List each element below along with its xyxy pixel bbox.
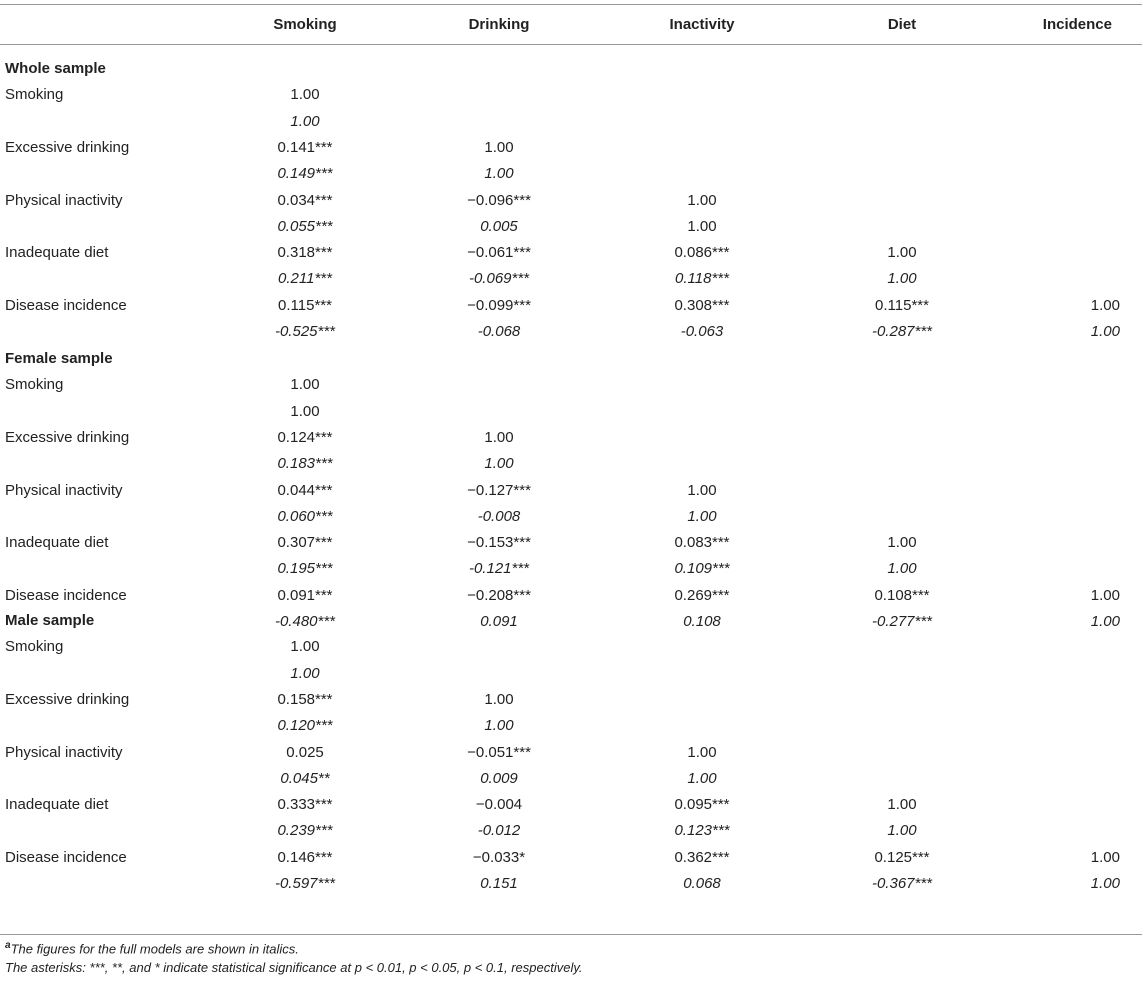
cell-full-drinking: 0.091 [480,613,518,630]
cell-drinking: −0.004 [475,796,523,813]
cell-drinking: 1.00 [484,429,514,446]
cell-smoking: 0.333*** [277,796,333,813]
footnote-a-text: The figures for the full models are shown in italics. [10,941,299,957]
cell-full-incidence: 1.00 [1090,875,1120,892]
table-row [0,690,1145,716]
table-row [0,296,1145,322]
cell-smoking: 0.025 [286,744,324,761]
cell-inactivity: 1.00 [687,482,717,499]
section-title-row [0,611,1145,637]
cell-inactivity: 1.00 [687,192,717,209]
cell-diet: 1.00 [887,534,917,551]
footnote-a [5,940,299,956]
cell-full-smoking: 0.055*** [277,218,333,235]
row-label: Physical inactivity [5,482,123,499]
row-label: Excessive drinking [5,139,130,156]
cell-drinking: −0.153*** [467,534,531,551]
cell-drinking: −0.099*** [467,297,531,314]
section-title: Female sample [5,350,113,367]
cell-full-drinking: 1.00 [484,165,514,182]
cell-full-inactivity: 0.108 [683,613,721,630]
table-row-full-model [0,454,1145,480]
cell-diet: 0.108*** [874,587,930,604]
cell-full-drinking: 1.00 [484,455,514,472]
table-row [0,795,1145,821]
cell-inactivity: 0.362*** [674,849,730,866]
row-label: Disease incidence [5,587,127,604]
table-row [0,428,1145,454]
table-row-full-model [0,269,1145,295]
header-inactivity: Inactivity [669,16,735,33]
footnote-b-text: The asterisks: ***, **, and * indicate statistical significance at p < 0.01, p < 0.05, p < 0.1, respectively. [5,960,583,975]
table-row [0,191,1145,217]
cell-full-smoking: 0.060*** [277,508,333,525]
cell-smoking: 0.141*** [277,139,333,156]
row-label: Smoking [5,86,64,103]
cell-smoking: 0.158*** [277,691,333,708]
cell-full-smoking: 0.045** [280,770,330,787]
table-row [0,743,1145,769]
row-label: Physical inactivity [5,744,123,761]
table-row [0,243,1145,269]
cell-full-smoking: 0.120*** [277,717,333,734]
section-title-row [0,59,1145,85]
table-row-full-model [0,112,1145,138]
cell-smoking: 0.044*** [277,482,333,499]
cell-full-drinking: -0.068 [477,323,521,340]
cell-smoking: 0.091*** [277,587,333,604]
table-row-full-model [0,322,1145,348]
row-label: Smoking [5,376,64,393]
cell-inactivity: 1.00 [687,744,717,761]
cell-full-diet: -0.287*** [871,323,933,340]
row-label: Smoking [5,638,64,655]
cell-smoking: 1.00 [290,86,320,103]
table-row-full-model [0,402,1145,428]
table-row-full-model [0,769,1145,795]
table-row [0,533,1145,559]
table-row [0,138,1145,164]
cell-inactivity: 0.086*** [674,244,730,261]
table-row [0,85,1145,111]
cell-drinking: 1.00 [484,139,514,156]
header-smoking: Smoking [273,16,337,33]
table-row-full-model [0,559,1145,585]
cell-drinking: −0.061*** [467,244,531,261]
cell-full-inactivity: 1.00 [687,218,717,235]
cell-full-smoking: 0.149*** [277,165,333,182]
table-row [0,586,1145,612]
row-label: Inadequate diet [5,534,109,551]
cell-full-drinking: 0.151 [480,875,518,892]
cell-inactivity: 0.269*** [674,587,730,604]
table-row-full-model [0,664,1145,690]
header-diet: Diet [887,16,917,33]
cell-full-smoking: 1.00 [290,113,320,130]
cell-full-drinking: -0.121*** [468,560,530,577]
cell-drinking: −0.208*** [467,587,531,604]
cell-smoking: 0.034*** [277,192,333,209]
cell-full-drinking: 0.009 [480,770,518,787]
cell-full-drinking: -0.012 [477,822,521,839]
cell-full-inactivity: 0.068 [683,875,721,892]
cell-diet: 0.115*** [875,297,929,314]
cell-full-drinking: 1.00 [484,717,514,734]
cell-drinking: −0.127*** [467,482,531,499]
cell-smoking: 0.124*** [277,429,333,446]
cell-smoking: 0.318*** [277,244,333,261]
cell-inactivity: 0.095*** [674,796,730,813]
cell-full-inactivity: -0.063 [680,323,724,340]
table-row [0,481,1145,507]
cell-inactivity: 0.083*** [674,534,730,551]
row-label: Disease incidence [5,297,127,314]
cell-full-inactivity: 0.123*** [674,822,730,839]
table-row [0,637,1145,663]
table-top-rule [0,4,1142,5]
cell-smoking: 0.146*** [277,849,333,866]
header-drinking: Drinking [468,16,530,33]
cell-incidence: 1.00 [1090,587,1120,604]
cell-drinking: 1.00 [484,691,514,708]
cell-diet: 0.125*** [874,849,930,866]
cell-full-drinking: -0.008 [477,508,521,525]
cell-full-drinking: 0.005 [480,218,518,235]
cell-inactivity: 0.308*** [674,297,730,314]
row-label: Excessive drinking [5,691,130,708]
cell-full-smoking: 1.00 [290,665,320,682]
table-row-full-model [0,164,1145,190]
table-row-full-model [0,821,1145,847]
table-row-full-model [0,507,1145,533]
row-label: Excessive drinking [5,429,130,446]
cell-full-diet: -0.367*** [871,875,933,892]
table-row [0,375,1145,401]
cell-full-inactivity: 0.118*** [675,270,729,287]
cell-full-smoking: -0.480*** [274,613,336,630]
cell-full-smoking: 0.183*** [277,455,333,472]
cell-full-smoking: 0.211*** [278,270,332,287]
cell-full-diet: -0.277*** [871,613,933,630]
header-row [0,15,1145,41]
cell-diet: 1.00 [887,796,917,813]
table-row-full-model [0,716,1145,742]
cell-full-diet: 1.00 [887,822,917,839]
cell-drinking: −0.096*** [467,192,531,209]
table-row-full-model [0,217,1145,243]
cell-full-diet: 1.00 [887,560,917,577]
cell-incidence: 1.00 [1090,849,1120,866]
cell-full-inactivity: 0.109*** [674,560,730,577]
header-incidence: Incidence [1042,16,1112,33]
cell-full-diet: 1.00 [887,270,917,287]
section-title: Whole sample [5,60,106,77]
cell-incidence: 1.00 [1090,297,1120,314]
table-row [0,848,1145,874]
row-label: Physical inactivity [5,192,123,209]
footnote-marker: a [5,940,11,951]
cell-full-inactivity: 1.00 [687,508,717,525]
cell-smoking: 0.307*** [277,534,333,551]
cell-diet: 1.00 [887,244,917,261]
table-row-full-model [0,874,1145,900]
footnote-b [5,960,583,975]
cell-full-smoking: 1.00 [290,403,320,420]
row-label: Inadequate diet [5,244,109,261]
section-title-row [0,349,1145,375]
cell-full-inactivity: 1.00 [687,770,717,787]
header-rule [0,44,1142,45]
cell-drinking: −0.033* [472,849,526,866]
row-label: Inadequate diet [5,796,109,813]
section-title: Male sample [5,612,95,629]
cell-full-incidence: 1.00 [1090,323,1120,340]
cell-full-smoking: 0.195*** [277,560,333,577]
cell-full-smoking: -0.597*** [274,875,336,892]
cell-smoking: 1.00 [290,376,320,393]
cell-full-smoking: 0.239*** [277,822,333,839]
cell-full-drinking: -0.069*** [468,270,530,287]
cell-smoking: 1.00 [290,638,320,655]
cell-smoking: 0.115*** [278,297,332,314]
cell-full-incidence: 1.00 [1090,613,1120,630]
row-label: Disease incidence [5,849,127,866]
table-bottom-rule [0,934,1142,935]
cell-drinking: −0.051*** [467,744,531,761]
cell-full-smoking: -0.525*** [274,323,336,340]
